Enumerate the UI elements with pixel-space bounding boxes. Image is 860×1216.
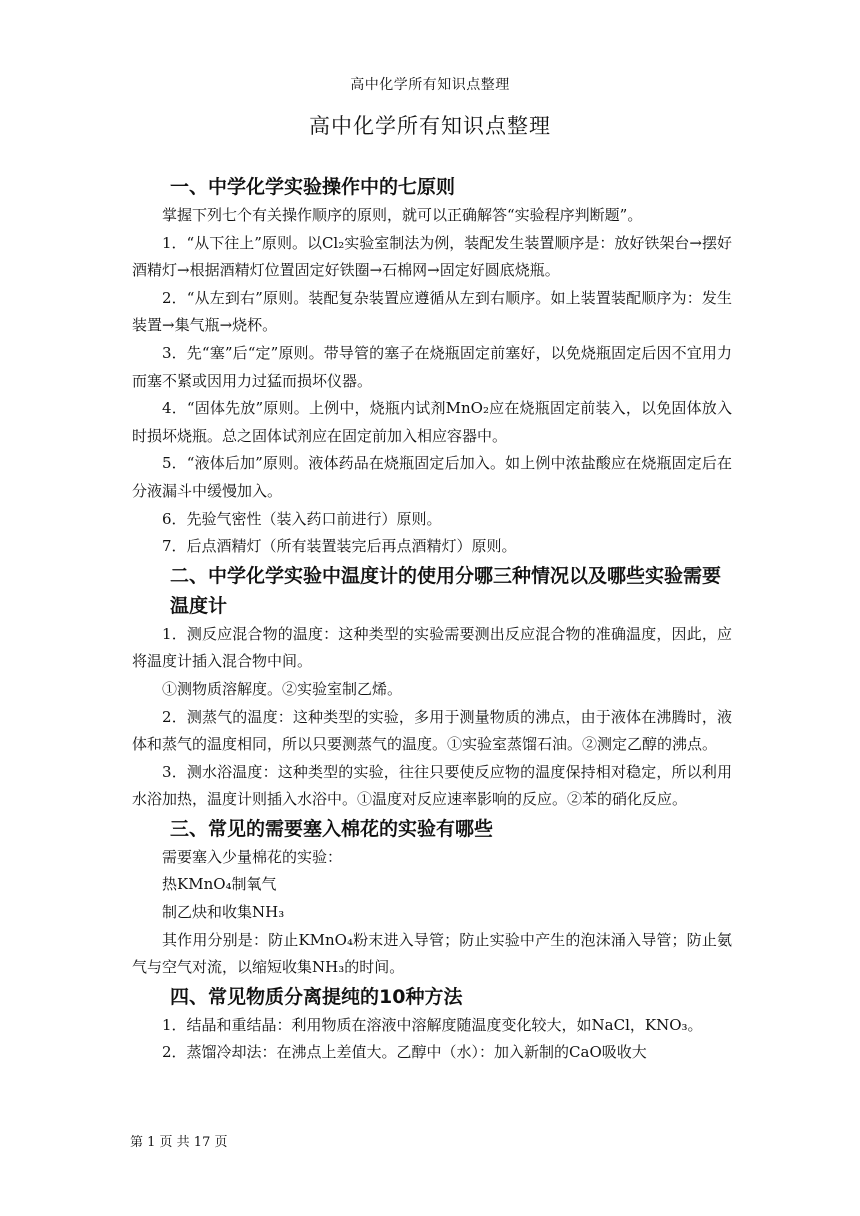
- section-heading: 一、中学化学实验操作中的七原则: [170, 176, 456, 198]
- document-body: [132, 172, 732, 1067]
- running-header: 高中化学所有知识点整理: [350, 77, 510, 93]
- paragraph: 1．测反应混合物的温度：这种类型的实验需要测出反应混合物的准确温度，因此，应将温度计插入混合物中间。: [132, 624, 732, 671]
- paragraph: 2．蒸馏冷却法：在沸点上差值大。乙醇中（水）：加入新制的CaO吸收大: [162, 1043, 647, 1062]
- paragraph: 3．先“塞”后“定”原则。带导管的塞子在烧瓶固定前塞好，以免烧瓶固定后因不宜用力而塞不紧或因用力过猛而损坏仪器。: [132, 343, 732, 390]
- paragraph: 其作用分别是：防止KMnO₄粉末进入导管；防止实验中产生的泡沫涌入导管；防止氨气与空气对流，以缩短收集NH₃的时间。: [132, 930, 732, 977]
- paragraph: 4．“固体先放”原则。上例中，烧瓶内试剂MnO₂应在烧瓶固定前装入，以免固体放入时损坏烧瓶。总之固体试剂应在固定前加入相应容器中。: [132, 399, 732, 445]
- paragraph: 1．“从下往上”原则。以Cl₂实验室制法为例，装配发生装置顺序是：放好铁架台→摆好酒精灯→根据酒精灯位置固定好铁圈→石棉网→固定好圆底烧瓶。: [132, 233, 732, 280]
- section-heading: 四、常见物质分离提纯的10种方法: [170, 985, 463, 1008]
- paragraph: 2．“从左到右”原则。装配复杂装置应遵循从左到右顺序。如上装置装配顺序为：发生装置→集气瓶→烧杯。: [132, 288, 732, 335]
- paragraph: 6．先验气密性（装入药口前进行）原则。: [162, 509, 442, 528]
- paragraph: 2．测蒸气的温度：这种类型的实验，多用于测量物质的沸点，由于液体在沸腾时，液体和蒸气的温度相同，所以只要测蒸气的温度。①实验室蒸馏石油。②测定乙醇的沸点。: [132, 707, 732, 754]
- page-number-label: 第 1 页 共 17 页: [130, 1135, 228, 1150]
- paragraph: 掌握下列七个有关操作顺序的原则，就可以正确解答“实验程序判断题”。: [162, 206, 643, 224]
- paragraph: 7．后点酒精灯（所有装置装完后再点酒精灯）原则。: [162, 537, 517, 556]
- document-title: 高中化学所有知识点整理: [309, 114, 551, 138]
- paragraph: ①测物质溶解度。②实验室制乙烯。: [162, 679, 403, 698]
- section-heading: 二、中学化学实验中温度计的使用分哪三种情况以及哪些实验需要温度计: [170, 564, 722, 617]
- paragraph: 5．“液体后加”原则。液体药品在烧瓶固定后加入。如上例中浓盐酸应在烧瓶固定后在分液漏斗中缓慢加入。: [132, 454, 732, 500]
- page-footer: [130, 1131, 227, 1150]
- paragraph: 3．测水浴温度：这种类型的实验，往往只要使反应物的温度保持相对稳定，所以利用水浴加热，温度计则插入水浴中。①温度对反应速率影响的反应。②苯的硝化反应。: [132, 762, 732, 809]
- paragraph: 制乙炔和收集NH₃: [162, 903, 285, 922]
- section-heading: 三、常见的需要塞入棉花的实验有哪些: [170, 817, 494, 840]
- paragraph: 热KMnO₄制氧气: [162, 875, 277, 894]
- paragraph: 1．结晶和重结晶：利用物质在溶液中溶解度随温度变化较大，如NaCl，KNO₃。: [162, 1015, 703, 1034]
- paragraph: 需要塞入少量棉花的实验：: [162, 847, 343, 866]
